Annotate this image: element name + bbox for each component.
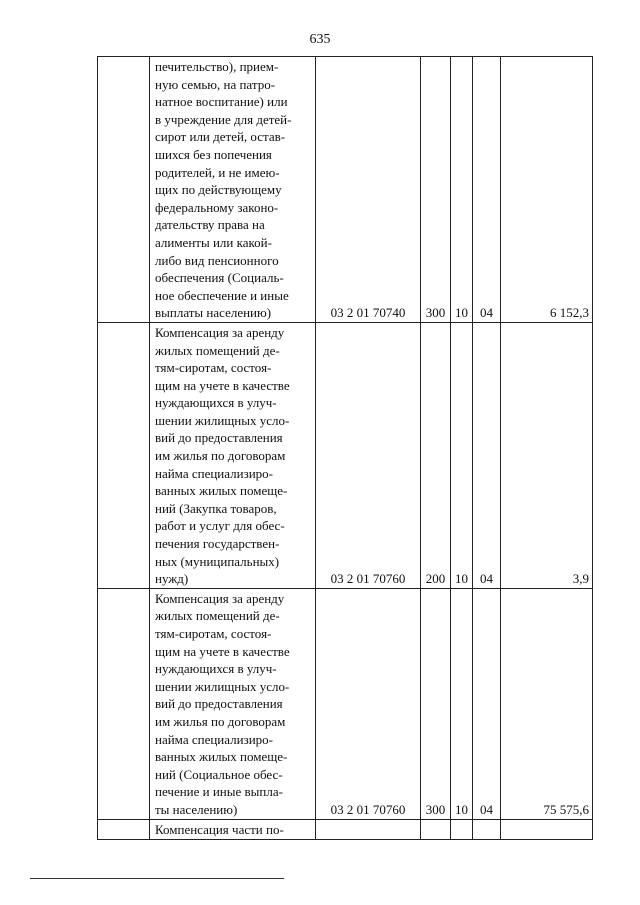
table-row [98, 819, 593, 839]
row-number-cell [98, 819, 150, 839]
target-code-cell [316, 819, 421, 839]
description-text: Компенсация за аренду жилых помещений де- тям-сиротам, состоя- щим на учете в качестве нуждающихся в улуч- шении жилищных усло- вий до предоставления им жилья по договорам найма специализиро- ванных жилых помеще- ний (Социальное обес- печение и иные выпла- ты населению) [155, 590, 290, 817]
section-cell: 10 [451, 57, 473, 323]
expense-type-cell: 300 [421, 588, 451, 819]
description-cell [150, 322, 316, 588]
target-code-cell: 03 2 01 70760 [316, 322, 421, 588]
table-row [98, 322, 593, 588]
subsection-cell: 04 [473, 57, 501, 323]
row-number-cell [98, 57, 150, 323]
description-cell [150, 819, 316, 839]
subsection-cell: 04 [473, 588, 501, 819]
amount-cell: 6 152,3 [501, 57, 593, 323]
description-text: Компенсация части по- [155, 821, 284, 837]
description-cell [150, 588, 316, 819]
amount-cell: 3,9 [501, 322, 593, 588]
table-row [98, 57, 593, 323]
description-cell [150, 57, 316, 323]
row-number-cell [98, 322, 150, 588]
target-code-cell: 03 2 01 70740 [316, 57, 421, 323]
page-number: 635 [309, 32, 331, 47]
expense-type-cell: 200 [421, 322, 451, 588]
amount-cell: 75 575,6 [501, 588, 593, 819]
row-number-cell [98, 588, 150, 819]
subsection-cell: 04 [473, 322, 501, 588]
section-cell: 10 [451, 588, 473, 819]
expense-type-cell [421, 819, 451, 839]
target-code-cell: 03 2 01 70760 [316, 588, 421, 819]
section-cell [451, 819, 473, 839]
footnote-separator [30, 878, 284, 879]
subsection-cell [473, 819, 501, 839]
section-cell: 10 [451, 322, 473, 588]
description-text: Компенсация за аренду жилых помещений де- тям-сиротам, состоя- щим на учете в качестве нуждающихся в улуч- шении жилищных усло- вий до предоставления им жилья по договорам найма специализиро- ванных жилых помеще- ний (Закупка товаров, работ и услуг для обес- печения государствен- ных (муниципальных) нужд) [155, 324, 290, 587]
description-text: печительство), прием- ную семью, на патро- натное воспитание) или в учреждение для детей- сирот или детей, остав- шихся без попечения родителей, и не имею- щих по действующему федеральному законо- дательству права на алименты или какой- либо вид пенсионного обеспечения (Социаль- ное обеспечение и иные выплаты населению) [155, 59, 292, 321]
budget-table [97, 56, 593, 840]
table-row [98, 588, 593, 819]
amount-cell [501, 819, 593, 839]
expense-type-cell: 300 [421, 57, 451, 323]
